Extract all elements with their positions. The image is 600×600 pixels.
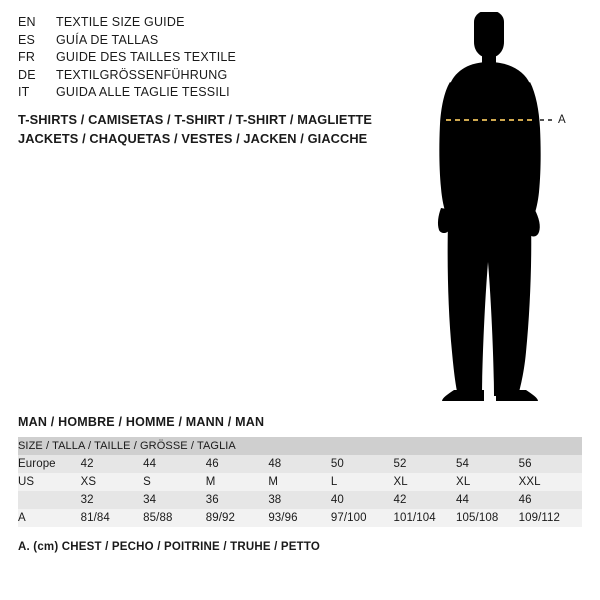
language-text: GUÍA DE TALLAS <box>56 32 159 47</box>
cell: 93/96 <box>268 509 331 527</box>
cell: 89/92 <box>206 509 269 527</box>
cell: 85/88 <box>143 509 206 527</box>
language-text: TEXTILE SIZE GUIDE <box>56 15 185 29</box>
category-list <box>18 110 418 148</box>
cell: 109/112 <box>519 509 582 527</box>
cell: M <box>206 473 269 491</box>
language-row <box>18 49 378 67</box>
language-row <box>18 32 378 50</box>
cell: S <box>143 473 206 491</box>
cell: 56 <box>519 455 582 473</box>
cell: 105/108 <box>456 509 519 527</box>
cell: 42 <box>81 455 144 473</box>
cell: M <box>268 473 331 491</box>
language-code: IT <box>18 85 30 99</box>
table-row <box>18 509 582 527</box>
cell: XL <box>393 473 456 491</box>
cell: L <box>331 473 394 491</box>
cell: 52 <box>393 455 456 473</box>
cell: 50 <box>331 455 394 473</box>
cell: XS <box>81 473 144 491</box>
language-row <box>18 84 378 102</box>
language-text: TEXTILGRÖSSENFÜHRUNG <box>56 67 228 82</box>
cell: XXL <box>519 473 582 491</box>
size-table <box>18 437 582 527</box>
cell: 32 <box>81 491 144 509</box>
cell: 97/100 <box>331 509 394 527</box>
language-row <box>18 67 378 85</box>
table-footnote: A. (cm) CHEST / PECHO / POITRINE / TRUHE / PETTO <box>18 541 321 553</box>
table-row <box>18 473 582 491</box>
size-table-section <box>18 415 582 553</box>
cell: 81/84 <box>81 509 144 527</box>
row-label <box>18 491 81 509</box>
cell: 38 <box>268 491 331 509</box>
language-code: EN <box>18 15 36 29</box>
cell: 46 <box>519 491 582 509</box>
table-gender-title: MAN / HOMBRE / HOMME / MANN / MAN <box>18 415 265 429</box>
cell: 40 <box>331 491 394 509</box>
row-label: Europe <box>18 455 81 473</box>
category-jackets: JACKETS / CHAQUETAS / VESTES / JACKEN / GIACCHE <box>18 131 368 146</box>
language-text: GUIDA ALLE TAGLIE TESSILI <box>56 85 230 99</box>
cell: 54 <box>456 455 519 473</box>
cell: 44 <box>143 455 206 473</box>
table-header-label: SIZE / TALLA / TAILLE / GRÖSSE / TAGLIA <box>18 437 582 455</box>
language-code: ES <box>18 32 36 47</box>
cell: 42 <box>393 491 456 509</box>
cell: XL <box>456 473 519 491</box>
chest-measure-label: A <box>558 114 567 126</box>
figure-silhouette <box>438 12 541 401</box>
language-text: GUIDE DES TAILLES TEXTILE <box>56 50 237 64</box>
cell: 101/104 <box>393 509 456 527</box>
language-code: DE <box>18 67 36 82</box>
row-label: A <box>18 509 81 527</box>
cell: 34 <box>143 491 206 509</box>
male-figure-illustration <box>400 12 600 402</box>
row-label: US <box>18 473 81 491</box>
cell: 46 <box>206 455 269 473</box>
category-tshirts: T-SHIRTS / CAMISETAS / T-SHIRT / T-SHIRT / MAGLIETTE <box>18 112 373 127</box>
table-row <box>18 491 582 509</box>
table-row <box>18 455 582 473</box>
language-row <box>18 14 378 32</box>
table-header-row <box>18 437 582 455</box>
language-list <box>18 14 378 102</box>
cell: 44 <box>456 491 519 509</box>
cell: 48 <box>268 455 331 473</box>
cell: 36 <box>206 491 269 509</box>
language-code: FR <box>18 50 36 64</box>
